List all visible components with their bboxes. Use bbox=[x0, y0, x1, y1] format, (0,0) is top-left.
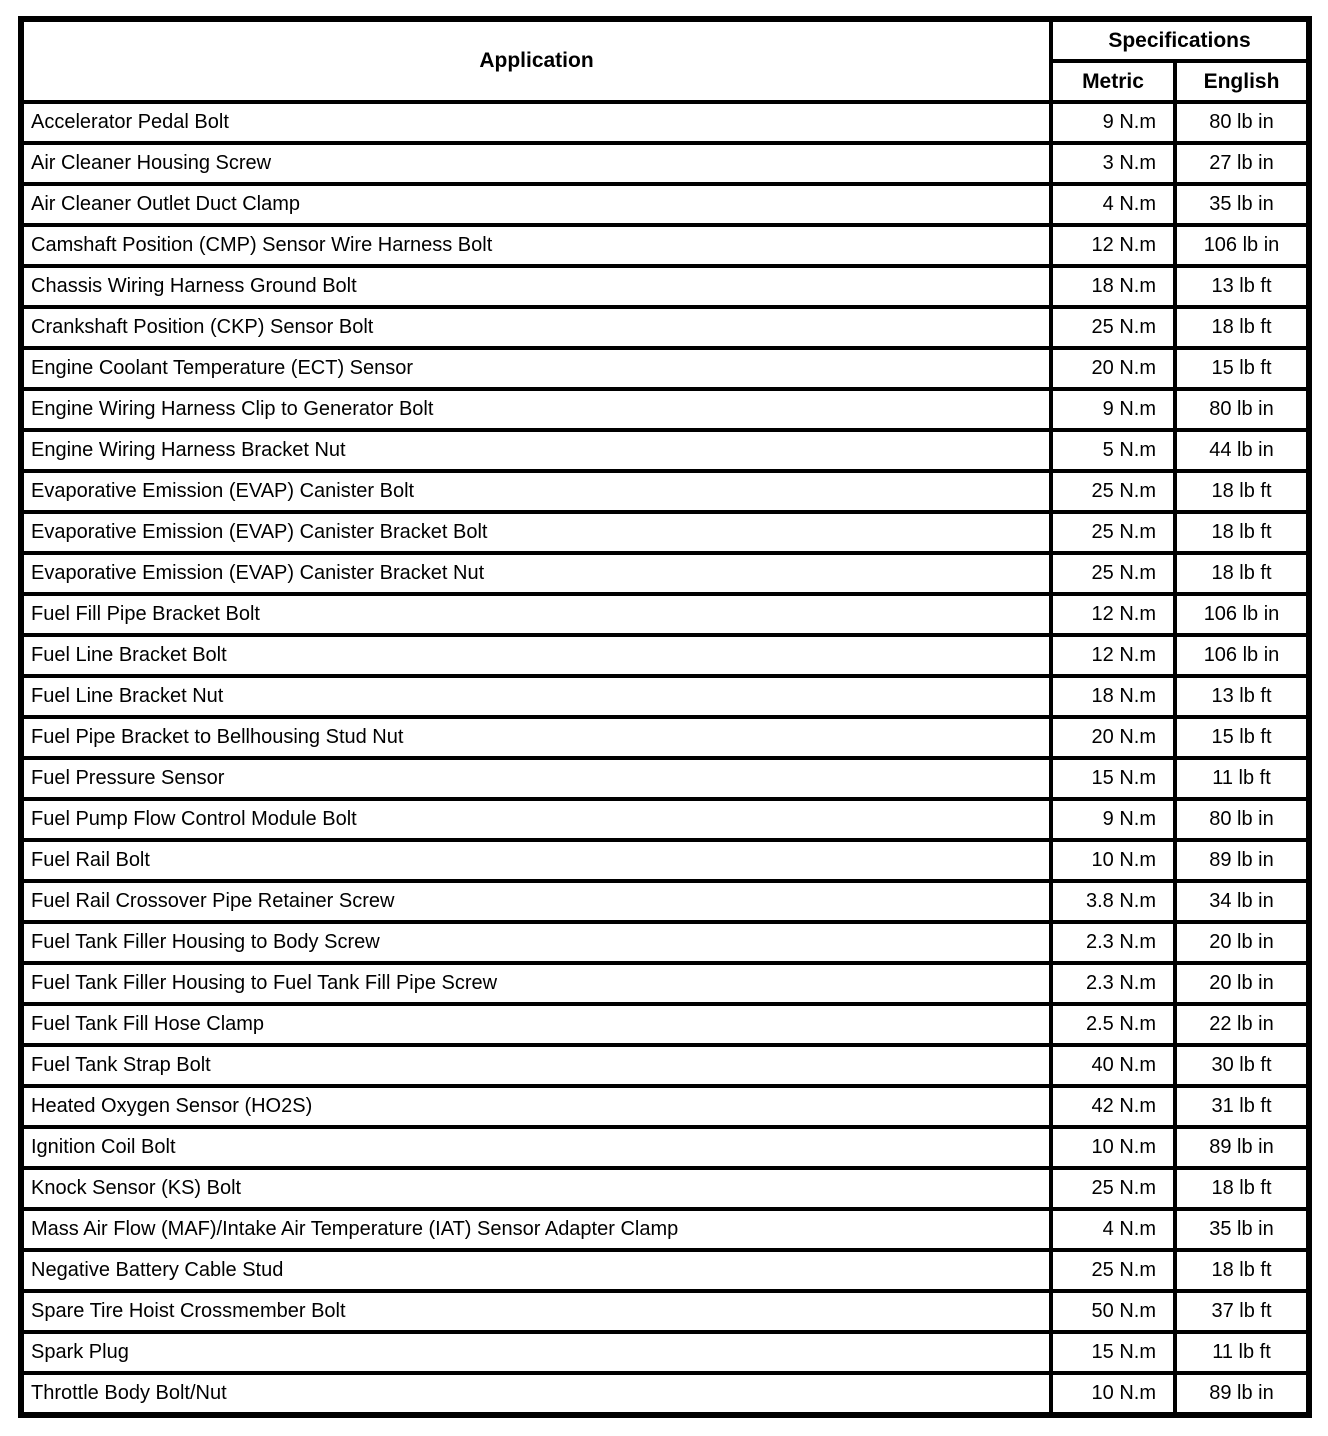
metric-value-cell: 42 N.m bbox=[1051, 1086, 1175, 1127]
application-cell: Throttle Body Bolt/Nut bbox=[21, 1373, 1051, 1415]
application-cell: Fuel Pressure Sensor bbox=[21, 758, 1051, 799]
english-value-cell: 80 lb in bbox=[1175, 389, 1309, 430]
application-cell: Fuel Line Bracket Bolt bbox=[21, 635, 1051, 676]
application-cell: Spark Plug bbox=[21, 1332, 1051, 1373]
application-cell: Crankshaft Position (CKP) Sensor Bolt bbox=[21, 307, 1051, 348]
metric-value-cell: 18 N.m bbox=[1051, 676, 1175, 717]
english-column-header: English bbox=[1175, 61, 1309, 102]
english-value-cell: 11 lb ft bbox=[1175, 758, 1309, 799]
table-row bbox=[21, 1291, 1309, 1332]
english-value-cell: 34 lb in bbox=[1175, 881, 1309, 922]
fastener-spec-table bbox=[18, 16, 1312, 1418]
application-cell: Spare Tire Hoist Crossmember Bolt bbox=[21, 1291, 1051, 1332]
metric-value-cell: 25 N.m bbox=[1051, 512, 1175, 553]
english-value-cell: 106 lb in bbox=[1175, 594, 1309, 635]
application-cell: Fuel Tank Fill Hose Clamp bbox=[21, 1004, 1051, 1045]
application-cell: Heated Oxygen Sensor (HO2S) bbox=[21, 1086, 1051, 1127]
metric-value-cell: 12 N.m bbox=[1051, 225, 1175, 266]
application-cell: Fuel Rail Crossover Pipe Retainer Screw bbox=[21, 881, 1051, 922]
metric-value-cell: 15 N.m bbox=[1051, 1332, 1175, 1373]
metric-value-cell: 25 N.m bbox=[1051, 1168, 1175, 1209]
metric-value-cell: 10 N.m bbox=[1051, 840, 1175, 881]
metric-value-cell: 9 N.m bbox=[1051, 389, 1175, 430]
metric-value-cell: 18 N.m bbox=[1051, 266, 1175, 307]
english-value-cell: 35 lb in bbox=[1175, 1209, 1309, 1250]
application-cell: Engine Wiring Harness Clip to Generator Bolt bbox=[21, 389, 1051, 430]
table-row bbox=[21, 102, 1309, 143]
metric-value-cell: 15 N.m bbox=[1051, 758, 1175, 799]
metric-value-cell: 25 N.m bbox=[1051, 307, 1175, 348]
specifications-column-header: Specifications bbox=[1051, 19, 1309, 61]
application-cell: Evaporative Emission (EVAP) Canister Bracket Bolt bbox=[21, 512, 1051, 553]
english-value-cell: 44 lb in bbox=[1175, 430, 1309, 471]
metric-value-cell: 10 N.m bbox=[1051, 1127, 1175, 1168]
metric-value-cell: 20 N.m bbox=[1051, 717, 1175, 758]
metric-value-cell: 3.8 N.m bbox=[1051, 881, 1175, 922]
spec-table-header bbox=[21, 19, 1309, 102]
application-cell: Air Cleaner Housing Screw bbox=[21, 143, 1051, 184]
table-row bbox=[21, 635, 1309, 676]
table-row bbox=[21, 1250, 1309, 1291]
application-column-header: Application bbox=[21, 19, 1051, 102]
english-value-cell: 35 lb in bbox=[1175, 184, 1309, 225]
english-value-cell: 11 lb ft bbox=[1175, 1332, 1309, 1373]
application-cell: Fuel Pipe Bracket to Bellhousing Stud Nut bbox=[21, 717, 1051, 758]
application-cell: Negative Battery Cable Stud bbox=[21, 1250, 1051, 1291]
metric-value-cell: 4 N.m bbox=[1051, 1209, 1175, 1250]
application-cell: Knock Sensor (KS) Bolt bbox=[21, 1168, 1051, 1209]
table-row bbox=[21, 676, 1309, 717]
table-row bbox=[21, 348, 1309, 389]
metric-value-cell: 50 N.m bbox=[1051, 1291, 1175, 1332]
table-row bbox=[21, 922, 1309, 963]
english-value-cell: 22 lb in bbox=[1175, 1004, 1309, 1045]
metric-value-cell: 20 N.m bbox=[1051, 348, 1175, 389]
english-value-cell: 27 lb in bbox=[1175, 143, 1309, 184]
header-row-top bbox=[21, 19, 1309, 61]
metric-value-cell: 10 N.m bbox=[1051, 1373, 1175, 1415]
metric-value-cell: 25 N.m bbox=[1051, 471, 1175, 512]
application-cell: Fuel Tank Filler Housing to Body Screw bbox=[21, 922, 1051, 963]
application-cell: Evaporative Emission (EVAP) Canister Bracket Nut bbox=[21, 553, 1051, 594]
metric-value-cell: 25 N.m bbox=[1051, 1250, 1175, 1291]
table-row bbox=[21, 717, 1309, 758]
application-cell: Fuel Tank Strap Bolt bbox=[21, 1045, 1051, 1086]
metric-value-cell: 9 N.m bbox=[1051, 102, 1175, 143]
english-value-cell: 89 lb in bbox=[1175, 1373, 1309, 1415]
english-value-cell: 20 lb in bbox=[1175, 922, 1309, 963]
table-row bbox=[21, 1045, 1309, 1086]
english-value-cell: 18 lb ft bbox=[1175, 1250, 1309, 1291]
table-row bbox=[21, 1086, 1309, 1127]
application-cell: Fuel Rail Bolt bbox=[21, 840, 1051, 881]
metric-value-cell: 40 N.m bbox=[1051, 1045, 1175, 1086]
application-cell: Engine Wiring Harness Bracket Nut bbox=[21, 430, 1051, 471]
english-value-cell: 89 lb in bbox=[1175, 1127, 1309, 1168]
application-cell: Fuel Tank Filler Housing to Fuel Tank Fill Pipe Screw bbox=[21, 963, 1051, 1004]
application-cell: Fuel Line Bracket Nut bbox=[21, 676, 1051, 717]
application-cell: Chassis Wiring Harness Ground Bolt bbox=[21, 266, 1051, 307]
table-row bbox=[21, 1004, 1309, 1045]
metric-value-cell: 12 N.m bbox=[1051, 635, 1175, 676]
english-value-cell: 18 lb ft bbox=[1175, 471, 1309, 512]
application-cell: Ignition Coil Bolt bbox=[21, 1127, 1051, 1168]
table-row bbox=[21, 963, 1309, 1004]
metric-value-cell: 9 N.m bbox=[1051, 799, 1175, 840]
metric-value-cell: 4 N.m bbox=[1051, 184, 1175, 225]
metric-column-header: Metric bbox=[1051, 61, 1175, 102]
application-cell: Evaporative Emission (EVAP) Canister Bolt bbox=[21, 471, 1051, 512]
application-cell: Fuel Pump Flow Control Module Bolt bbox=[21, 799, 1051, 840]
metric-value-cell: 2.3 N.m bbox=[1051, 963, 1175, 1004]
english-value-cell: 15 lb ft bbox=[1175, 717, 1309, 758]
english-value-cell: 13 lb ft bbox=[1175, 676, 1309, 717]
english-value-cell: 37 lb ft bbox=[1175, 1291, 1309, 1332]
english-value-cell: 15 lb ft bbox=[1175, 348, 1309, 389]
table-row bbox=[21, 1127, 1309, 1168]
application-cell: Air Cleaner Outlet Duct Clamp bbox=[21, 184, 1051, 225]
english-value-cell: 31 lb ft bbox=[1175, 1086, 1309, 1127]
table-row bbox=[21, 471, 1309, 512]
table-row bbox=[21, 143, 1309, 184]
table-row bbox=[21, 430, 1309, 471]
table-row bbox=[21, 512, 1309, 553]
english-value-cell: 106 lb in bbox=[1175, 635, 1309, 676]
table-row bbox=[21, 1373, 1309, 1415]
english-value-cell: 18 lb ft bbox=[1175, 307, 1309, 348]
spec-table-body bbox=[21, 102, 1309, 1415]
table-row bbox=[21, 225, 1309, 266]
metric-value-cell: 2.3 N.m bbox=[1051, 922, 1175, 963]
english-value-cell: 89 lb in bbox=[1175, 840, 1309, 881]
english-value-cell: 13 lb ft bbox=[1175, 266, 1309, 307]
english-value-cell: 80 lb in bbox=[1175, 799, 1309, 840]
table-row bbox=[21, 594, 1309, 635]
table-row bbox=[21, 1209, 1309, 1250]
metric-value-cell: 25 N.m bbox=[1051, 553, 1175, 594]
table-row bbox=[21, 1332, 1309, 1373]
application-cell: Camshaft Position (CMP) Sensor Wire Harness Bolt bbox=[21, 225, 1051, 266]
english-value-cell: 20 lb in bbox=[1175, 963, 1309, 1004]
english-value-cell: 18 lb ft bbox=[1175, 512, 1309, 553]
table-row bbox=[21, 881, 1309, 922]
table-row bbox=[21, 553, 1309, 594]
application-cell: Engine Coolant Temperature (ECT) Sensor bbox=[21, 348, 1051, 389]
table-row bbox=[21, 758, 1309, 799]
english-value-cell: 106 lb in bbox=[1175, 225, 1309, 266]
metric-value-cell: 3 N.m bbox=[1051, 143, 1175, 184]
application-cell: Fuel Fill Pipe Bracket Bolt bbox=[21, 594, 1051, 635]
table-row bbox=[21, 307, 1309, 348]
table-row bbox=[21, 1168, 1309, 1209]
metric-value-cell: 5 N.m bbox=[1051, 430, 1175, 471]
table-row bbox=[21, 799, 1309, 840]
metric-value-cell: 12 N.m bbox=[1051, 594, 1175, 635]
table-row bbox=[21, 266, 1309, 307]
application-cell: Accelerator Pedal Bolt bbox=[21, 102, 1051, 143]
application-cell: Mass Air Flow (MAF)/Intake Air Temperature (IAT) Sensor Adapter Clamp bbox=[21, 1209, 1051, 1250]
table-row bbox=[21, 389, 1309, 430]
english-value-cell: 18 lb ft bbox=[1175, 1168, 1309, 1209]
english-value-cell: 80 lb in bbox=[1175, 102, 1309, 143]
english-value-cell: 30 lb ft bbox=[1175, 1045, 1309, 1086]
metric-value-cell: 2.5 N.m bbox=[1051, 1004, 1175, 1045]
table-row bbox=[21, 840, 1309, 881]
table-row bbox=[21, 184, 1309, 225]
english-value-cell: 18 lb ft bbox=[1175, 553, 1309, 594]
